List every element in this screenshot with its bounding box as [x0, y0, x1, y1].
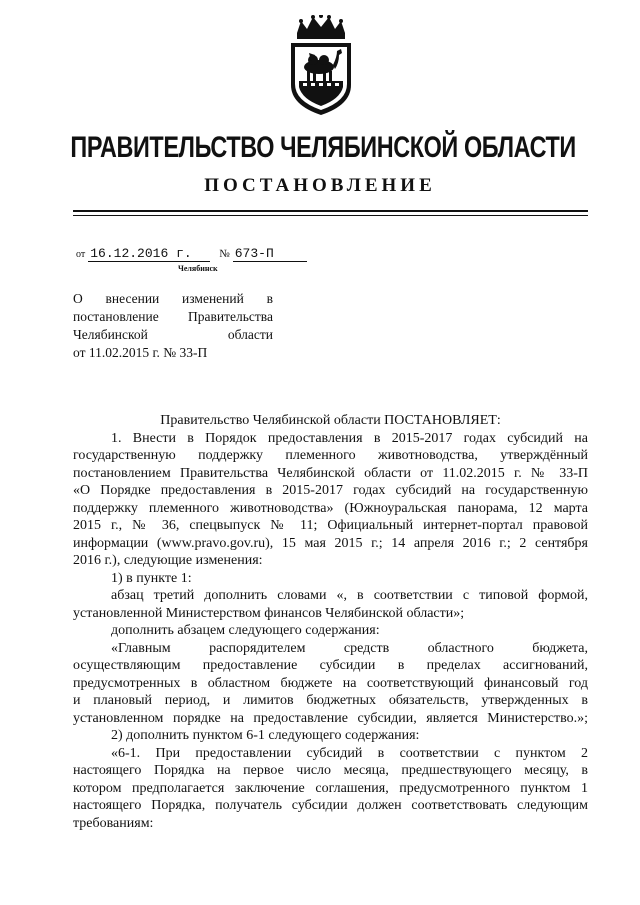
chelyabinsk-coat-of-arms-icon: [285, 15, 357, 117]
body-line: 2016 г.), следующие изменения:: [73, 553, 263, 568]
document-city: Челябинск: [178, 264, 218, 273]
body-line: котором предполагается заключение соглашения, предусмотренного пунктом 1: [73, 780, 588, 796]
body-line: и плановый период, и лимитов бюджетных обязательств, утвержденных в: [73, 693, 588, 708]
header-divider-thin: [73, 215, 588, 216]
body-line: осуществляющим предоставление субсидии в пределах ассигнований,: [73, 658, 588, 673]
document-date: 16.12.2016 г.: [88, 246, 210, 262]
body-line: 1. Внести в Порядок предоставления в 2015-2017 годах субсидий на: [111, 430, 588, 446]
body-line: настоящего Порядка, получатель субсидии должен соответствовать следующим: [73, 798, 588, 813]
document-number: 673-П: [233, 246, 307, 262]
date-prefix: от: [76, 249, 86, 260]
body-line: дополнить абзацем следующего содержания:: [111, 623, 380, 638]
government-title: ПРАВИТЕЛЬСТВО ЧЕЛЯБИНСКОЙ ОБЛАСТИ: [70, 131, 576, 164]
document-type: ПОСТАНОВЛЕНИЕ: [204, 175, 436, 196]
preamble: Правительство Челябинской области ПОСТАНОВЛЯЕТ:: [160, 413, 501, 428]
subject-line: О внесении изменений в: [73, 291, 273, 306]
body-line: установленном порядке на предоставление субсидии, является Министерство.»;: [73, 710, 588, 726]
body-line: 2015 г., № 36, спецвыпуск № 11; Официальный интернет-портал правовой: [73, 518, 588, 533]
document-body: [73, 412, 588, 832]
body-line: «Главным распорядителем средств областного бюджета,: [111, 640, 588, 656]
subject-line: Челябинской области: [73, 327, 273, 342]
document-subject: [73, 290, 273, 362]
body-line: поддержку племенного животноводства» (Южноуральская панорама, 12 марта: [73, 500, 588, 516]
subject-line: от 11.02.2015 г. № 33-П: [73, 345, 208, 360]
body-line: государственную поддержку племенного животноводства, утверждённый: [73, 448, 588, 463]
body-line: постановлением Правительства Челябинской области от 11.02.2015 г. № 33-П: [73, 465, 588, 481]
body-line: информации (www.pravo.gov.ru), 15 мая 2015 г.; 14 апреля 2016 г.; 2 сентября: [73, 535, 588, 551]
body-line: установленной Министерством финансов Челябинской области»;: [73, 605, 465, 621]
body-line: 2) дополнить пунктом 6-1 следующего содержания:: [111, 728, 420, 743]
body-line: «О Порядке предоставления в 2015-2017 годах субсидий на государственную: [73, 483, 588, 498]
header-divider-thick: [73, 210, 588, 212]
body-line: требованиям:: [73, 815, 154, 831]
body-line: 1) в пункте 1:: [111, 570, 192, 586]
date-number-line: [76, 246, 307, 262]
body-line: «6-1. При предоставлении субсидий в соответствии с пунктом 2: [111, 745, 588, 761]
body-line: предусмотренных в областном бюджете на соответствующий финансовый год: [73, 675, 588, 691]
body-line: абзац третий дополнить словами «, в соответствии с типовой формой,: [111, 588, 588, 603]
body-line: настоящего Порядка на первое число месяца, предшествующего месяцу, в: [73, 763, 588, 778]
number-sign: №: [219, 248, 230, 260]
subject-line: постановление Правительства: [73, 309, 273, 324]
